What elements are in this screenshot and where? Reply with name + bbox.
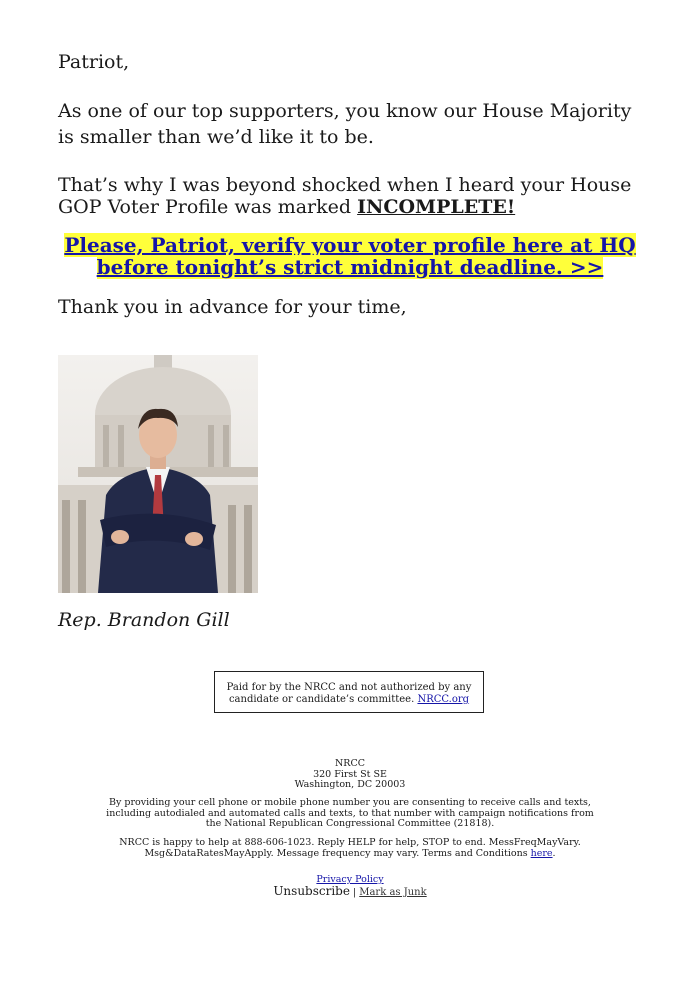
help-body: NRCC is happy to help at 888-606-1023. Reply HELP for help, STOP to end. MessFreqMayVary. Msg&DataRatesMayApply. Message frequency may vary. Terms and Conditions bbox=[119, 837, 581, 859]
address-street: 320 First St SE bbox=[313, 768, 387, 780]
help-text: NRCC is happy to help at 888-606-1023. Reply HELP for help, STOP to end. MessFreqMayVary. Msg&DataRatesMayApply. Message frequency may vary. Terms and Conditions here. bbox=[119, 837, 581, 859]
signature: Rep. Brandon Gill bbox=[58, 609, 230, 631]
terms-link[interactable]: here bbox=[530, 847, 553, 859]
cta-line-1: Please, Patriot, verify your voter profile here at HQ bbox=[64, 233, 636, 257]
address-org: NRCC bbox=[334, 758, 365, 769]
greeting: Patriot, bbox=[58, 51, 130, 73]
paid-for-disclaimer bbox=[214, 671, 484, 713]
intro-paragraph: As one of our top supporters, you know our House Majority is smaller than we’d like it to be. bbox=[58, 100, 632, 148]
disclaimer-text: Paid for by the NRCC and not authorized by any candidate or candidate’s committee. bbox=[226, 682, 472, 705]
shock-paragraph bbox=[58, 174, 648, 218]
verify-profile-link[interactable] bbox=[64, 233, 635, 279]
mark-as-junk-link[interactable]: Mark as Junk bbox=[359, 886, 427, 898]
shock-paragraph-text: That’s why I was beyond shocked when I heard your House GOP Voter Profile was marked bbox=[58, 174, 632, 218]
privacy-policy-link[interactable]: Privacy Policy bbox=[316, 874, 384, 885]
capitol-portrait-image bbox=[58, 355, 258, 593]
separator: | bbox=[353, 886, 357, 898]
cta-block bbox=[58, 234, 642, 278]
thanks-line: Thank you in advance for your time, bbox=[58, 296, 407, 318]
nrcc-org-link[interactable]: NRCC.org bbox=[417, 694, 470, 705]
consent-text: By providing your cell phone or mobile phone number you are consenting to receive calls and texts, including autodialed and automated calls and texts, to that number with campaign notifications from the National Republican Congressional Committee (21818). bbox=[106, 797, 594, 829]
address-city: Washington, DC 20003 bbox=[294, 779, 406, 790]
representative-photo bbox=[58, 355, 258, 593]
footer-links bbox=[100, 875, 600, 898]
cta-line-2: before tonight’s strict midnight deadline. >> bbox=[96, 255, 604, 279]
mailing-address bbox=[100, 759, 600, 791]
incomplete-emphasis: INCOMPLETE! bbox=[357, 196, 516, 218]
unsubscribe-link[interactable]: Unsubscribe bbox=[273, 883, 350, 898]
